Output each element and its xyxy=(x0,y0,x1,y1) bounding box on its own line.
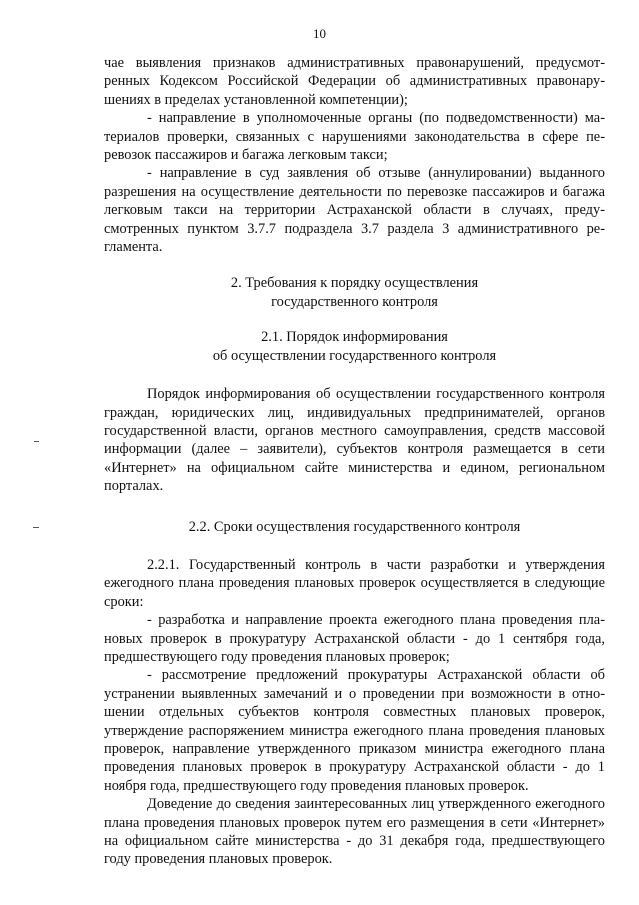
paragraph-review-proposals: - рассмотрение предложений прокуратуры Астраханской области об устранении выявленных замечаний и о проведении при возможности в отношении отдельных субъектов контроля совместных плановых проверок, утверждение распоряжением министра ежегодного плана проведения плановых проверок, направление утвержденного приказом министра ежегодного плана проведения плановых проверок в прокуратуру Астраханской области - до 1 ноября года, предшествующего году проведения плановых проверок. xyxy=(104,667,605,794)
section-heading-2-1-line-1: 2.1. Порядок информирования xyxy=(261,329,448,346)
paragraph-informing-procedure: Порядок информирования об осуществлении государственного контроля граждан, юридических лиц, индивидуальных предпринимателей, органов государственной власти, органов местного самоуправления, средств массовой информации (далее – заявители), субъектов контроля размещается в сети «Интернет» на официальном сайте министерства и едином, региональном порталах. xyxy=(104,386,605,495)
scan-mark-1 xyxy=(34,441,39,442)
page-number: 10 xyxy=(313,26,326,41)
paragraph-court-application: - направление в суд заявления об отзыве (аннулировании) выданного разрешения на осуществление деятельности по перевозке пассажиров и багажа легковым такси на территории Астраханской области в случаях, предусмотренных пунктом 3.7.7 подраздела 3.7 раздела 3 административного регламента. xyxy=(104,165,605,256)
section-heading-2-2: 2.2. Сроки осуществления государственного контроля xyxy=(188,518,521,535)
document-body xyxy=(104,54,605,869)
paragraph-publication: Доведение до сведения заинтересованных лиц утвержденного ежегодного плана проведения плановых проверок путем его размещения в сети «Интернет» на официальном сайте министерства - до 31 декабря года, предшествующего году проведения плановых проверок. xyxy=(104,796,605,868)
section-heading-2-1-line-2: об осуществлении государственного контроля xyxy=(212,347,497,364)
section-heading-2-line-2: государственного контроля xyxy=(271,293,438,310)
paragraph-draft-plan: - разработка и направление проекта ежегодного плана проведения плановых проверок в прокуратуру Астраханской области - до 1 сентября года, предшествующего году проведения плановых проверок; xyxy=(104,612,605,665)
paragraph-2-2-1: 2.2.1. Государственный контроль в части разработки и утверждения ежегодного плана проведения плановых проверок осуществляется в следующие сроки: xyxy=(104,556,605,610)
section-heading-2-line-1: 2. Требования к порядку осуществления xyxy=(230,275,479,292)
scan-mark-2 xyxy=(33,527,39,528)
paragraph-referral: - направление в уполномоченные органы (по подведомственности) материалов проверки, связанных с нарушениями законодательства в сфере перевозок пассажиров и багажа легковым такси; xyxy=(104,110,605,164)
paragraph-continuation: чае выявления признаков административных правонарушений, предусмотренных Кодексом Российской Федерации об административных правонарушениях в пределах установленной компетенции); xyxy=(104,55,605,108)
